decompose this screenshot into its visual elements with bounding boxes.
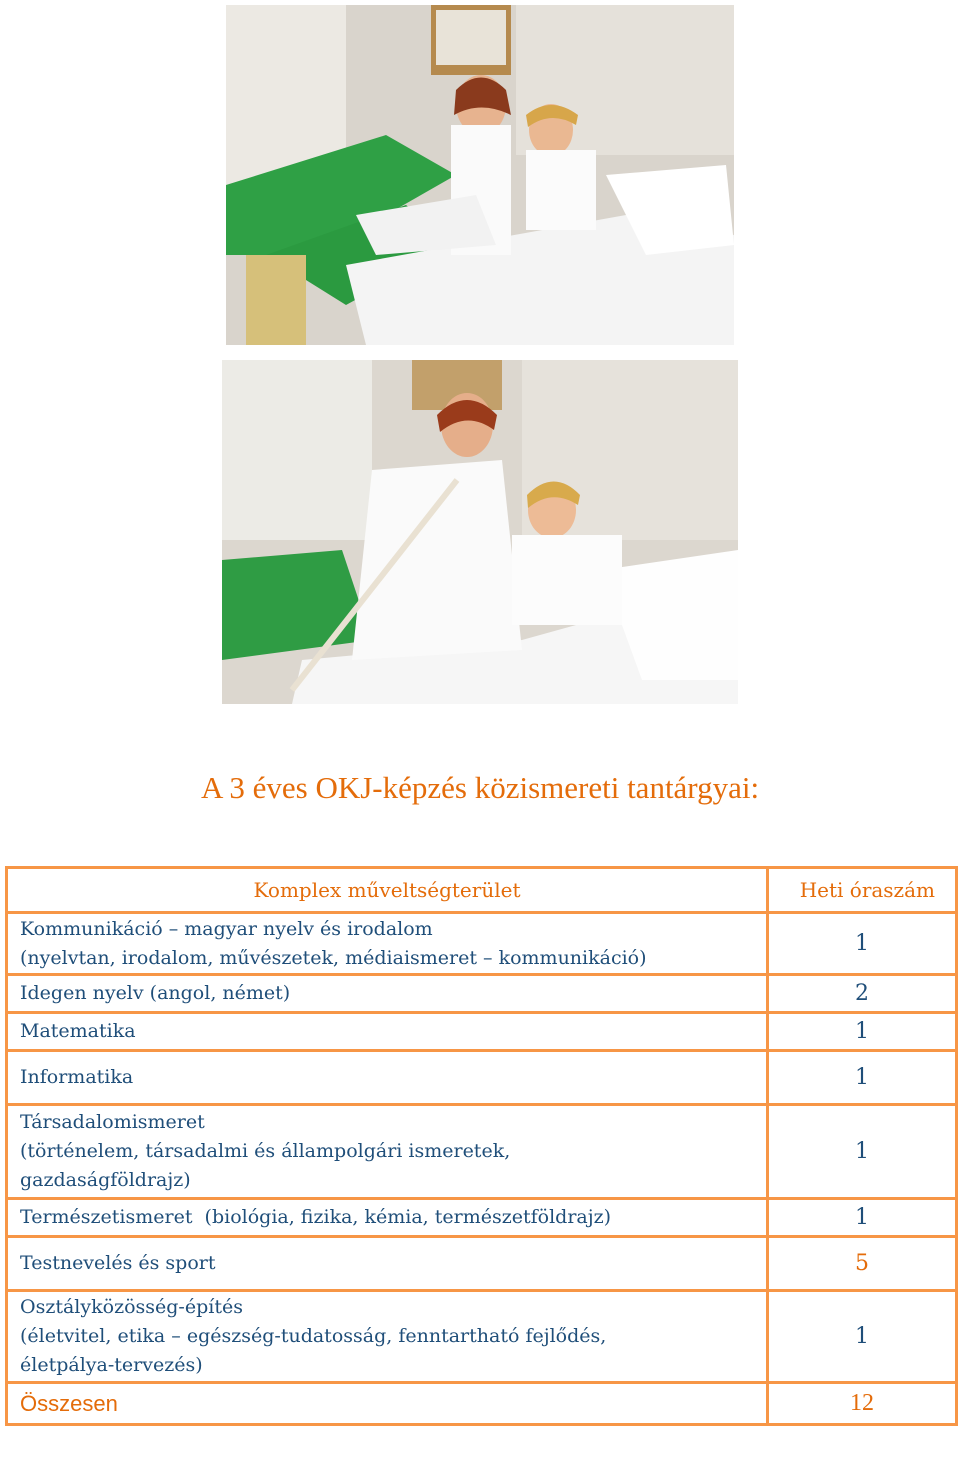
subject-line: (nyelvtan, irodalom, művészetek, médiaismeret – kommunikáció) xyxy=(20,946,647,969)
hours-cell: 1 xyxy=(768,913,957,975)
photo-2-image xyxy=(222,360,738,704)
subject-cell xyxy=(7,1105,768,1199)
header-hours: Heti óraszám xyxy=(768,868,957,913)
subject-line: (történelem, társadalmi és állampolgári ismeretek, xyxy=(20,1140,511,1162)
subject-line: (életvitel, etika – egészség-tudatosság, fenntartható fejlődés, xyxy=(20,1325,607,1347)
subject-line: Informatika xyxy=(20,1066,134,1088)
table-row xyxy=(7,1051,957,1105)
photo-nurse-assisting-patient xyxy=(222,360,738,704)
table-row xyxy=(7,1013,957,1051)
table-row xyxy=(7,1105,957,1199)
subject-cell xyxy=(7,1291,768,1383)
subjects-table xyxy=(5,866,958,1426)
subject-cell xyxy=(7,913,768,975)
hours-cell: 1 xyxy=(768,1051,957,1105)
hours-cell: 1 xyxy=(768,1105,957,1199)
hours-cell: 1 xyxy=(768,1199,957,1237)
table-row xyxy=(7,975,957,1013)
hours-cell: 2 xyxy=(768,975,957,1013)
hours-cell: 5 xyxy=(768,1237,957,1291)
hours-cell: 1 xyxy=(768,1013,957,1051)
subject-line: életpálya-tervezés) xyxy=(20,1354,203,1376)
subject-line: Osztályközösség-építés xyxy=(20,1296,243,1318)
table-row xyxy=(7,1291,957,1383)
table-row xyxy=(7,913,957,975)
hours-cell: 1 xyxy=(768,1291,957,1383)
table-row xyxy=(7,1199,957,1237)
subject-line: Idegen nyelv (angol, német) xyxy=(20,982,291,1004)
subject-line: gazdaságföldrajz) xyxy=(20,1169,191,1191)
subject-cell xyxy=(7,975,768,1013)
subject-cell xyxy=(7,1051,768,1105)
subject-cell xyxy=(7,1013,768,1051)
table-row xyxy=(7,1237,957,1291)
total-row xyxy=(7,1383,957,1425)
subject-cell xyxy=(7,1237,768,1291)
photo-1-image xyxy=(226,5,734,345)
header-subject: Komplex műveltségterület xyxy=(7,868,768,913)
subject-line: Társadalomismeret xyxy=(20,1111,205,1133)
photo-nurse-helping-patient xyxy=(226,5,734,345)
total-label: Összesen xyxy=(7,1383,768,1425)
subject-line: Matematika xyxy=(20,1020,136,1042)
subject-line: Kommunikáció – magyar nyelv és irodalom xyxy=(20,917,433,940)
page-title: A 3 éves OKJ-képzés közismereti tantárgyai: xyxy=(200,770,760,805)
subject-line: Természetismeret (biológia, fizika, kémia, természetföldrajz) xyxy=(20,1206,612,1228)
table-header-row xyxy=(7,868,957,913)
subject-line: Testnevelés és sport xyxy=(20,1252,216,1274)
subject-cell xyxy=(7,1199,768,1237)
total-hours: 12 xyxy=(768,1383,957,1425)
